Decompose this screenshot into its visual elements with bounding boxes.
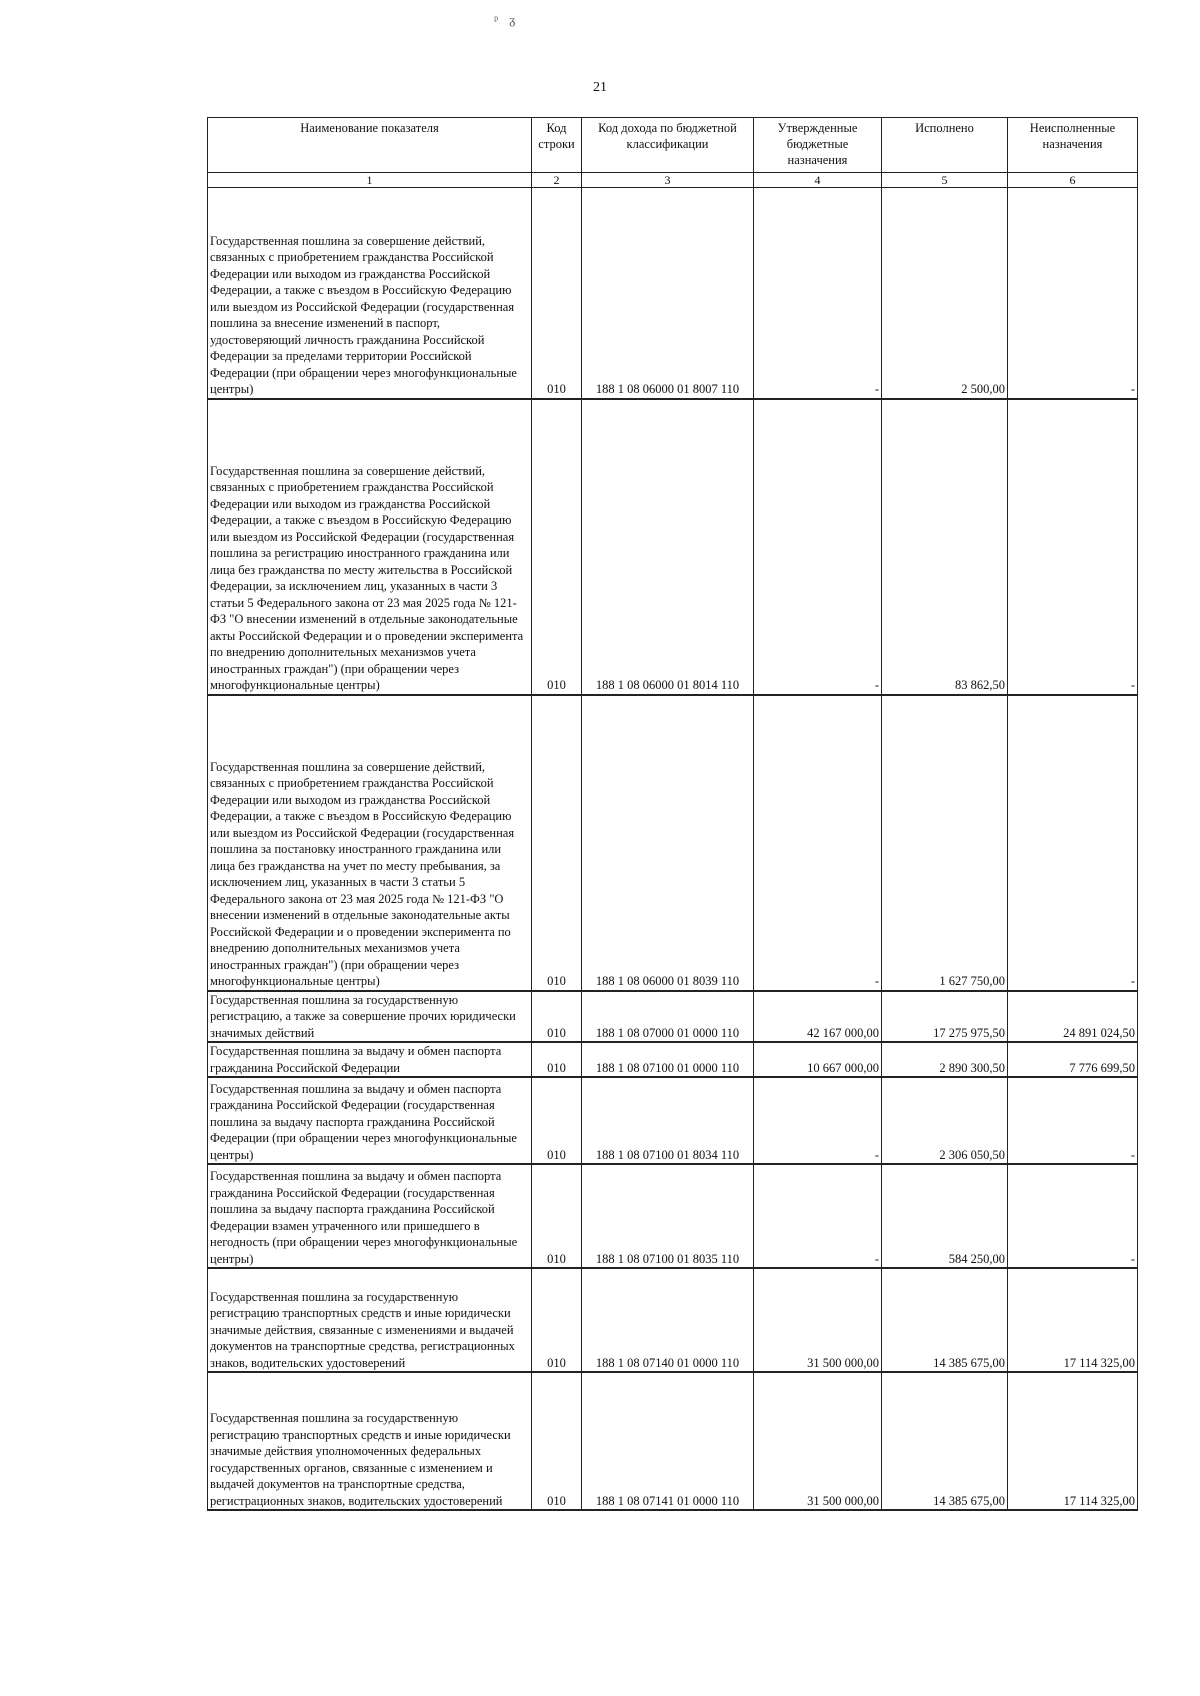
- row-executed: 14 385 675,00: [882, 1372, 1008, 1510]
- row-approved: -: [754, 1164, 882, 1268]
- row-executed: 14 385 675,00: [882, 1268, 1008, 1372]
- header-kbk: Код дохода по бюджетной классификации: [582, 118, 754, 173]
- row-approved: -: [754, 1077, 882, 1164]
- row-kbk: 188 1 08 07100 01 8034 110: [582, 1077, 754, 1164]
- row-line-code: 010: [532, 1268, 582, 1372]
- row-line-code: 010: [532, 991, 582, 1043]
- header-executed: Исполнено: [882, 118, 1008, 173]
- table-row: [208, 1164, 1138, 1268]
- row-unexecuted: -: [1008, 1164, 1138, 1268]
- row-name: Государственная пошлина за выдачу и обмен паспорта гражданина Российской Федерации: [208, 1042, 532, 1077]
- table-row: [208, 1268, 1138, 1372]
- row-approved: -: [754, 399, 882, 695]
- table-row: [208, 1077, 1138, 1164]
- row-executed: 2 890 300,50: [882, 1042, 1008, 1077]
- table-row: [208, 188, 1138, 399]
- row-line-code: 010: [532, 1077, 582, 1164]
- row-approved: -: [754, 188, 882, 399]
- row-name: Государственная пошлина за выдачу и обмен паспорта гражданина Российской Федерации (государственная пошлина за выдачу паспорта гражданина Российской Федерации взамен утраченного или пришедшего в негодность (при обращении через многофункциональные центры): [208, 1164, 532, 1268]
- row-approved: 31 500 000,00: [754, 1268, 882, 1372]
- column-number: 5: [882, 173, 1008, 188]
- row-unexecuted: -: [1008, 695, 1138, 991]
- row-executed: 584 250,00: [882, 1164, 1008, 1268]
- row-line-code: 010: [532, 1042, 582, 1077]
- row-kbk: 188 1 08 07100 01 8035 110: [582, 1164, 754, 1268]
- column-number: 1: [208, 173, 532, 188]
- row-kbk: 188 1 08 06000 01 8039 110: [582, 695, 754, 991]
- row-name: Государственная пошлина за совершение действий, связанных с приобретением гражданства Российской Федерации или выходом из гражданства Российской Федерации, а также с въездом в Российскую Федерацию или выездом из Российской Федерации (государственная пошлина за внесение изменений в паспорт, удостоверяющий личность гражданина Российской Федерации за пределами территории Российской Федерации (при обращении через многофункциональные центры): [208, 188, 532, 399]
- table-row: [208, 1042, 1138, 1077]
- budget-income-table: [207, 117, 1138, 1511]
- row-name: Государственная пошлина за совершение действий, связанных с приобретением гражданства Российской Федерации или выходом из гражданства Российской Федерации, а также с въездом в Российскую Федерацию или выездом из Российской Федерации (государственная пошлина за постановку иностранного гражданина или лица без гражданства на учет по месту пребывания, за исключением лиц, указанных в части 3 статьи 5 Федерального закона от 23 мая 2025 года № 121-ФЗ "О внесении изменений в отдельные законодательные акты Российской Федерации и о проведении эксперимента по внедрению дополнительных механизмов учета иностранных граждан") (при обращении через многофункциональные центры): [208, 695, 532, 991]
- row-kbk: 188 1 08 06000 01 8007 110: [582, 188, 754, 399]
- row-executed: 2 306 050,50: [882, 1077, 1008, 1164]
- row-line-code: 010: [532, 1164, 582, 1268]
- table-row: [208, 695, 1138, 991]
- row-name: Государственная пошлина за совершение действий, связанных с приобретением гражданства Российской Федерации или выходом из гражданства Российской Федерации, а также с въездом в Российскую Федерацию или выездом из Российской Федерации (государственная пошлина за регистрацию иностранного гражданина или лица без гражданства по месту жительства в Российской Федерации, за исключением лиц, указанных в части 3 статьи 5 Федерального закона от 23 мая 2025 года № 121-ФЗ "О внесении изменений в отдельные законодательные акты Российской Федерации и о проведении эксперимента по внедрению дополнительных механизмов учета иностранных граждан") (при обращении через многофункциональные центры): [208, 399, 532, 695]
- row-unexecuted: 7 776 699,50: [1008, 1042, 1138, 1077]
- row-executed: 2 500,00: [882, 188, 1008, 399]
- scan-mark: ᵖ ᵹ: [494, 12, 520, 27]
- column-number: 6: [1008, 173, 1138, 188]
- column-number-row: [208, 173, 1138, 188]
- table-row: [208, 399, 1138, 695]
- table-row: [208, 991, 1138, 1043]
- header-row: [208, 118, 1138, 173]
- column-number: 3: [582, 173, 754, 188]
- row-name: Государственная пошлина за выдачу и обмен паспорта гражданина Российской Федерации (государственная пошлина за выдачу паспорта гражданина Российской Федерации (при обращении через многофункциональные центры): [208, 1077, 532, 1164]
- row-kbk: 188 1 08 07141 01 0000 110: [582, 1372, 754, 1510]
- row-name: Государственная пошлина за государственную регистрацию транспортных средств и иные юридически значимые действия уполномоченных федеральных государственных органов, связанные с изменением и выдачей документов на транспортные средства, регистрационных знаков, водительских удостоверений: [208, 1372, 532, 1510]
- header-name: Наименование показателя: [208, 118, 532, 173]
- row-approved: 10 667 000,00: [754, 1042, 882, 1077]
- row-line-code: 010: [532, 695, 582, 991]
- row-line-code: 010: [532, 1372, 582, 1510]
- row-approved: 42 167 000,00: [754, 991, 882, 1043]
- row-name: Государственная пошлина за государственную регистрацию, а также за совершение прочих юридически значимых действий: [208, 991, 532, 1043]
- row-line-code: 010: [532, 188, 582, 399]
- row-executed: 1 627 750,00: [882, 695, 1008, 991]
- row-unexecuted: -: [1008, 188, 1138, 399]
- row-unexecuted: -: [1008, 1077, 1138, 1164]
- row-kbk: 188 1 08 07000 01 0000 110: [582, 991, 754, 1043]
- header-unexecuted: Неисполненные назначения: [1008, 118, 1138, 173]
- header-approved: Утвержденные бюджетные назначения: [754, 118, 882, 173]
- header-line-code: Код строки: [532, 118, 582, 173]
- row-unexecuted: 17 114 325,00: [1008, 1372, 1138, 1510]
- row-executed: 83 862,50: [882, 399, 1008, 695]
- row-executed: 17 275 975,50: [882, 991, 1008, 1043]
- column-number: 4: [754, 173, 882, 188]
- row-approved: -: [754, 695, 882, 991]
- table-row: [208, 1372, 1138, 1510]
- row-unexecuted: -: [1008, 399, 1138, 695]
- row-kbk: 188 1 08 06000 01 8014 110: [582, 399, 754, 695]
- row-name: Государственная пошлина за государственную регистрацию транспортных средств и иные юридически значимые действия, связанные с изменениями и выдачей документов на транспортные средства, регистрационных знаков, водительских удостоверений: [208, 1268, 532, 1372]
- row-kbk: 188 1 08 07140 01 0000 110: [582, 1268, 754, 1372]
- row-approved: 31 500 000,00: [754, 1372, 882, 1510]
- row-kbk: 188 1 08 07100 01 0000 110: [582, 1042, 754, 1077]
- row-unexecuted: 24 891 024,50: [1008, 991, 1138, 1043]
- page-number: 21: [593, 80, 607, 95]
- column-number: 2: [532, 173, 582, 188]
- row-unexecuted: 17 114 325,00: [1008, 1268, 1138, 1372]
- row-line-code: 010: [532, 399, 582, 695]
